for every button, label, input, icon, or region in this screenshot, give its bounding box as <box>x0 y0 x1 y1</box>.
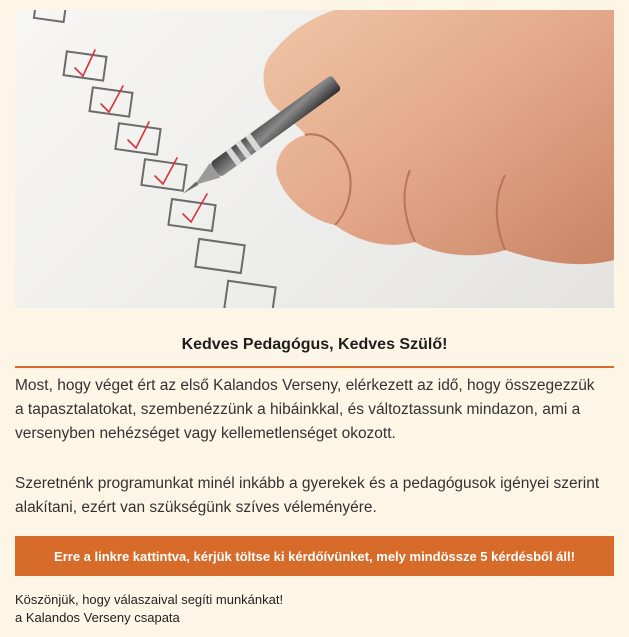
survey-link-button[interactable]: Erre a linkre kattintva, kérjük töltse ki kérdőívünket, mely mindössze 5 kérdésből áll! <box>15 536 614 576</box>
signature-block <box>15 591 283 627</box>
team-signature: a Kalandos Verseny csapata <box>15 610 180 625</box>
hero-image <box>15 10 614 308</box>
intro-paragraph: Most, hogy véget ért az első Kalandos Verseny, elérkezett az idő, hogy összegezzük a tapasztalatokat, szembenézzünk a hibáinkkal, és változtassunk mindazon, ami a versenyben nehézséget vagy kellemetlenséget okozott. <box>15 377 595 442</box>
greeting-heading: Kedves Pedagógus, Kedves Szülő! <box>181 336 448 353</box>
thanks-line: Köszönjük, hogy válaszaival segíti munkánkat! <box>15 592 284 607</box>
request-paragraph: Szeretnénk programunkat minél inkább a gyerekek és a pedagógusok igényei szerint alakítani, ezért van szükségünk szíves véleményére. <box>15 475 600 516</box>
section-divider <box>15 366 614 368</box>
checklist-pen-hand-photo <box>15 10 614 308</box>
